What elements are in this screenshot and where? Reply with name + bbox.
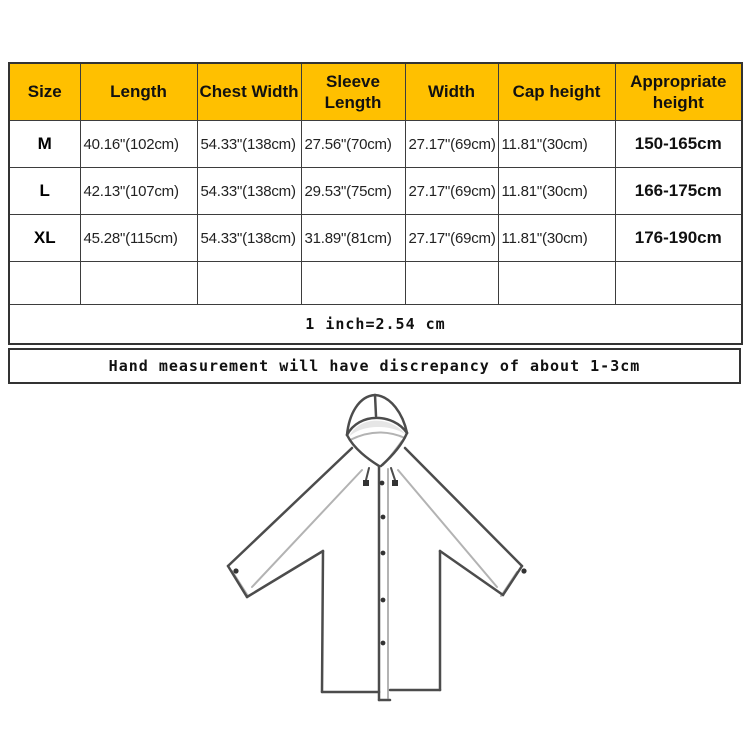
cell-sleeve-length: 27.56"(70cm) xyxy=(301,121,405,168)
empty-cell xyxy=(405,262,498,305)
cell-sleeve-length: 29.53"(75cm) xyxy=(301,168,405,215)
table-row-m xyxy=(9,121,742,168)
cell-width: 27.17"(69cm) xyxy=(405,121,498,168)
header-cell-appropriate-height: Appropriate height xyxy=(615,63,742,121)
cell-width: 27.17"(69cm) xyxy=(405,215,498,262)
size-chart-table xyxy=(8,62,743,345)
cell-appropriate-height: 166-175cm xyxy=(615,168,742,215)
table-row-xl xyxy=(9,215,742,262)
disclaimer-note: Hand measurement will have discrepancy of about 1-3cm xyxy=(8,348,741,384)
empty-cell xyxy=(498,262,615,305)
cell-size: L xyxy=(9,168,80,215)
header-cell-size: Size xyxy=(9,63,80,121)
empty-cell xyxy=(80,262,197,305)
empty-cell xyxy=(301,262,405,305)
size-chart xyxy=(8,62,741,384)
raincoat-diagram-icon xyxy=(140,385,620,725)
header-cell-width: Width xyxy=(405,63,498,121)
cell-length: 40.16"(102cm) xyxy=(80,121,197,168)
cell-appropriate-height: 150-165cm xyxy=(615,121,742,168)
cell-width: 27.17"(69cm) xyxy=(405,168,498,215)
cell-length: 45.28"(115cm) xyxy=(80,215,197,262)
drawstring-end-left xyxy=(363,480,369,486)
header-row xyxy=(9,63,742,121)
empty-cell xyxy=(615,262,742,305)
cell-chest-width: 54.33"(138cm) xyxy=(197,168,301,215)
table-row-l xyxy=(9,168,742,215)
conversion-row xyxy=(9,305,742,345)
cell-size: XL xyxy=(9,215,80,262)
cell-cap-height: 11.81"(30cm) xyxy=(498,168,615,215)
header-cell-length: Length xyxy=(80,63,197,121)
cell-chest-width: 54.33"(138cm) xyxy=(197,215,301,262)
raincoat-figure xyxy=(140,385,620,725)
empty-cell xyxy=(9,262,80,305)
drawstring-end-right xyxy=(392,480,398,486)
header-cell-chest-width: Chest Width xyxy=(197,63,301,121)
cell-cap-height: 11.81"(30cm) xyxy=(498,215,615,262)
cell-chest-width: 54.33"(138cm) xyxy=(197,121,301,168)
cell-size: M xyxy=(9,121,80,168)
empty-cell xyxy=(197,262,301,305)
cell-length: 42.13"(107cm) xyxy=(80,168,197,215)
empty-row xyxy=(9,262,742,305)
conversion-note: 1 inch=2.54 cm xyxy=(9,305,742,345)
header-cell-cap-height: Cap height xyxy=(498,63,615,121)
cell-sleeve-length: 31.89"(81cm) xyxy=(301,215,405,262)
cell-appropriate-height: 176-190cm xyxy=(615,215,742,262)
header-cell-sleeve-length: Sleeve Length xyxy=(301,63,405,121)
cell-cap-height: 11.81"(30cm) xyxy=(498,121,615,168)
